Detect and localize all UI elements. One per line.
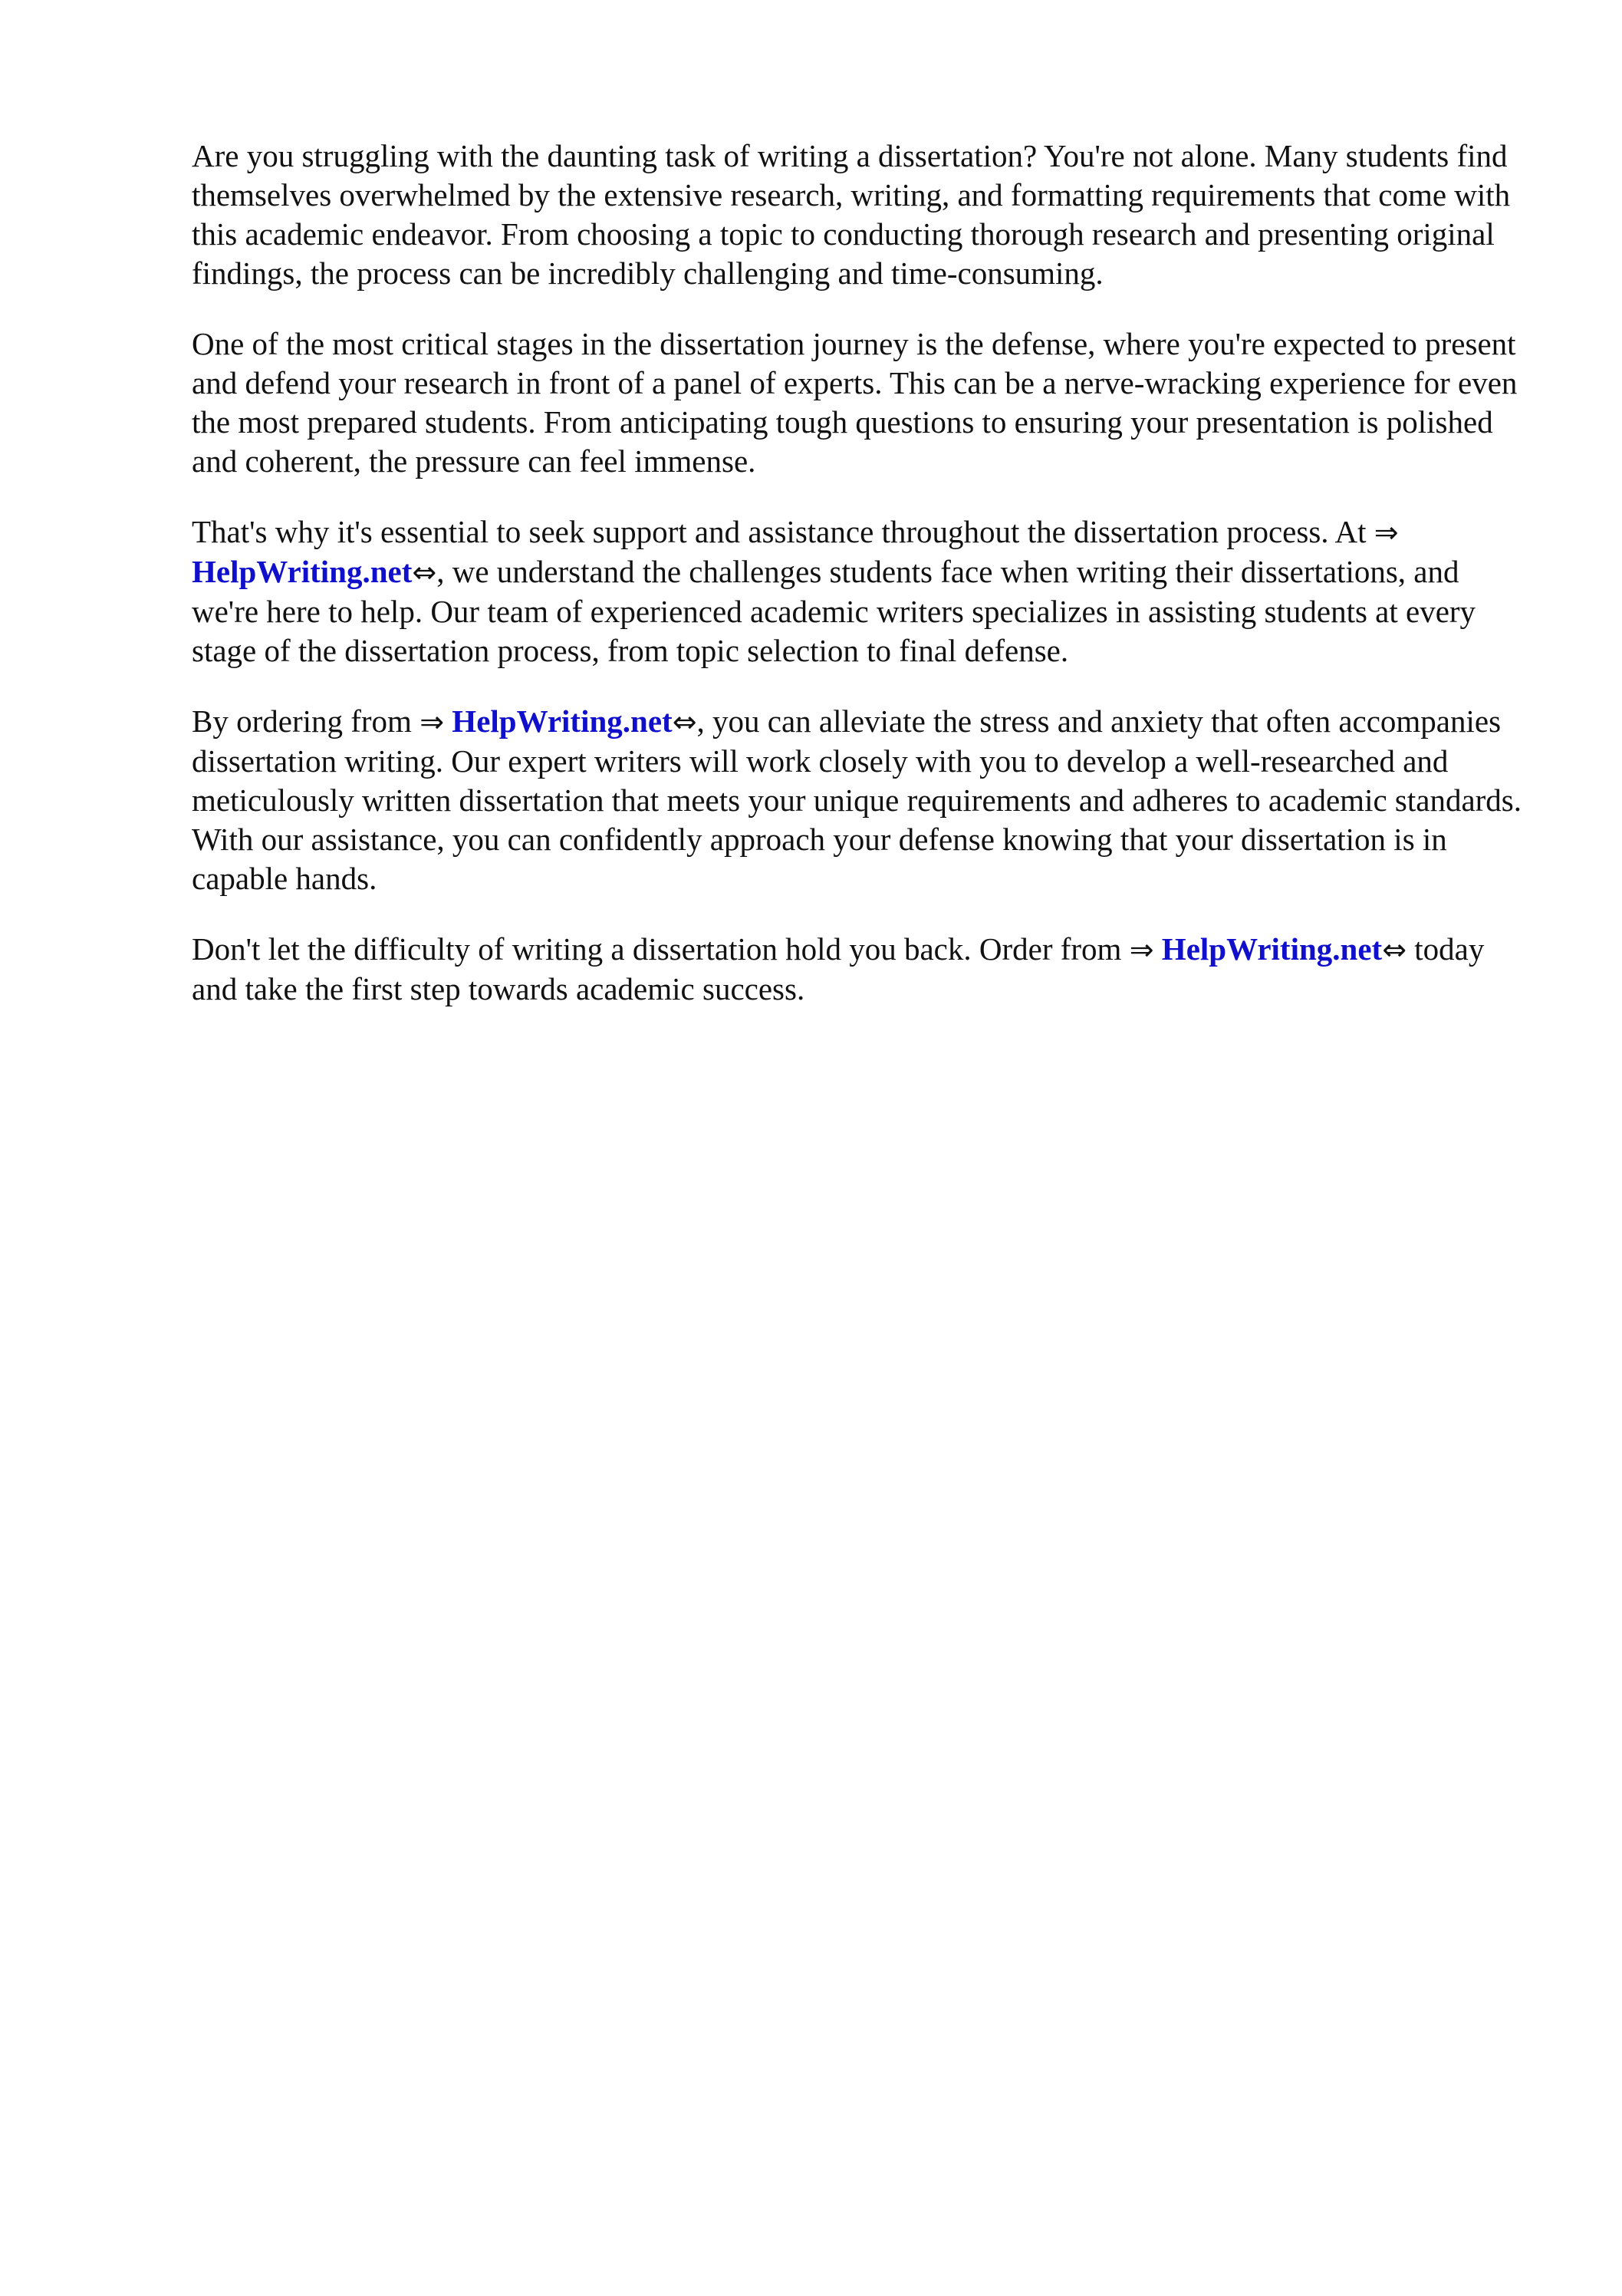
helpwriting-link[interactable]: HelpWriting.net (1161, 931, 1383, 967)
paragraph-ordering-text-before: By ordering from (192, 703, 420, 739)
paragraph-defense-text: One of the most critical stages in the dissertation journey is the defense, where you're expected to present and defend your research in front of a panel of experts. This can be a nerve-wracking experience for even the most prepared students. From anticipating tough questions to ensuring your presentation is polished and coherent, the pressure can feel immense. (192, 326, 1518, 479)
paragraph-cta-text-before: Don't let the difficulty of writing a dissertation hold you back. Order from (192, 931, 1130, 967)
double-arrow-right-icon: ⇒ (419, 705, 445, 739)
paragraph-ordering-text-after: , you can alleviate the stress and anxiety that often accompanies dissertation writing. Our expert writers will work closely with you to develop a well-researched and meticulously written dissertation that meets your unique requirements and adheres to academic standards. With our assistance, you can confidently approach your defense knowing that your dissertation is in capable hands. (192, 703, 1522, 896)
paragraph-intro (192, 137, 1526, 293)
helpwriting-link[interactable]: HelpWriting.net (452, 703, 673, 739)
paragraph-cta-text-after: today and take the first step towards academic success. (192, 931, 1485, 1006)
double-arrow-right-icon: ⇒ (1129, 933, 1154, 967)
paragraph-support-text-before: That's why it's essential to seek support and assistance throughout the dissertation process. At (192, 514, 1374, 549)
double-arrow-both-icon: ⇔ (672, 705, 697, 739)
document-body (192, 137, 1526, 1040)
paragraph-defense (192, 324, 1526, 481)
helpwriting-link[interactable]: HelpWriting.net (192, 554, 413, 589)
paragraph-support (192, 512, 1526, 670)
double-arrow-right-icon: ⇒ (1374, 516, 1399, 549)
paragraph-support-text-after: , we understand the challenges students face when writing their dissertations, and we're here to help. Our team of experienced academic writers specializes in assisting students at every stage of the dissertation process, from topic selection to final defense. (192, 554, 1476, 668)
double-arrow-both-icon: ⇔ (1382, 933, 1407, 967)
paragraph-ordering (192, 702, 1526, 898)
paragraph-cta (192, 930, 1526, 1009)
double-arrow-both-icon: ⇔ (412, 555, 437, 589)
paragraph-intro-text: Are you struggling with the daunting task of writing a dissertation? You're not alone. Many students find themselves overwhelmed by the extensive research, writing, and formatting requirements that come with this academic endeavor. From choosing a topic to conducting thorough research and presenting original findings, the process can be incredibly challenging and time-consuming. (192, 138, 1511, 291)
